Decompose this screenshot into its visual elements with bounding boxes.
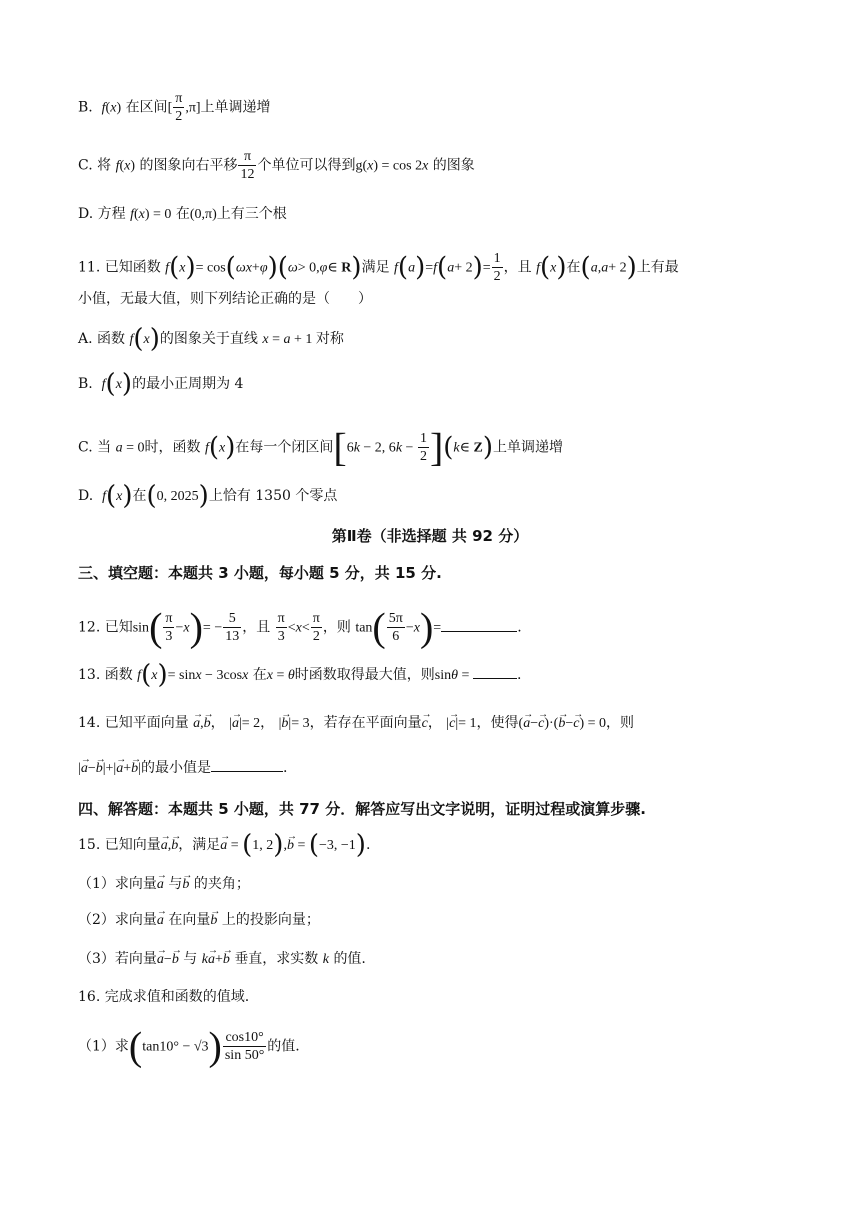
- text: ，: [260, 715, 275, 731]
- text: 求向量: [114, 876, 157, 892]
- sub-label: （3）: [78, 951, 115, 967]
- q15-stem: 15. 已知向量→ a,→ b，满足→ a = (1, 2),→ b = (−3, −1).: [78, 835, 790, 856]
- q10-option-c: C. 将 f(x) 的图象向右平移 $\frac{\pi}{12}$ 个单位可以得到g(x) = cos 2x 的图象: [78, 149, 475, 182]
- sub-label: （1）: [78, 876, 115, 892]
- q11-stem-line2: [78, 289, 790, 309]
- question-number: 15.: [78, 837, 101, 853]
- text: 的图象关于直线: [159, 331, 258, 347]
- text: 上单调递增: [493, 439, 564, 456]
- text: 求: [114, 1038, 129, 1055]
- text: 函数: [104, 667, 133, 683]
- text: 时函数取得最大值，则: [294, 667, 435, 683]
- option-label: D.: [78, 206, 94, 222]
- text: ，满足: [178, 837, 221, 853]
- option-label: B.: [78, 99, 93, 116]
- text: ，: [427, 715, 442, 731]
- text: 的最小值是: [140, 760, 211, 776]
- text: 垂直，求实数: [234, 951, 319, 967]
- question-number: 13.: [78, 667, 101, 683]
- text: 的最小正周期为 4: [132, 376, 244, 392]
- text: 若向量: [114, 951, 157, 967]
- text: 小值，无最大值，则下列结论正确的是（ ）: [78, 291, 372, 307]
- q13: 13. 函数 f(x)= sinx − 3cosx 在x = θ时函数取得最大值，则sinθ = .: [78, 660, 522, 690]
- q11-option-a: A. 函数 f(x)的图象关于直线 x = a + 1 对称: [78, 324, 344, 354]
- text: 时，函数: [144, 439, 201, 456]
- text: ，则: [322, 619, 351, 636]
- option-label: D.: [78, 488, 94, 504]
- text: 在向量: [168, 912, 211, 928]
- q14-line2: |→ a−→ b|+|→ a+→ b|的最小值是 .: [78, 758, 790, 779]
- text: .: [517, 619, 522, 636]
- text: 将: [97, 157, 112, 174]
- text: 的值.: [267, 1038, 300, 1055]
- question-number: 12.: [78, 619, 101, 636]
- text: 上恰有 1350 个零点: [208, 488, 338, 504]
- text: 上有三个根: [216, 206, 287, 222]
- text: 的夹角；: [193, 876, 250, 892]
- section-title: 第Ⅱ卷（非选择题 共 92 分）: [331, 527, 529, 545]
- q11-stem-line1: 11. 已知函数 f(x)= cos(ωx+φ)(ω> 0,φ∈ R)满足 f(a)=f(a+ 2)= $\frac{1}{2}$ ，且 f(x)在(a,a+ 2)上有最: [78, 251, 679, 284]
- text: .: [282, 760, 288, 776]
- text: 方程: [97, 206, 126, 222]
- text: 上的投影向量；: [221, 912, 320, 928]
- q15-part2: （2）求向量→ a 在向量→ b 上的投影向量；: [78, 910, 790, 931]
- text: 当: [97, 439, 112, 456]
- text: 与: [168, 876, 183, 892]
- text: 在: [252, 667, 267, 683]
- part-4-title: 四、解答题：本题共 5 小题，共 77 分．解答应写出文字说明，证明过程或演算步骤.: [78, 800, 646, 818]
- q12: 12. 已知sin( $\frac{\pi}{3}$ −x)= − $\frac{5}{13}$ ，且 $\frac{\pi}{3}$ <x< $\frac{\pi}{2}$ ，则 tan( $\frac{5\pi}{6}$ −x)= .: [78, 604, 522, 650]
- text: 在: [175, 206, 190, 222]
- text: 已知函数: [104, 259, 161, 276]
- part-3-title: 三、填空题：本题共 3 小题，每小题 5 分，共 15 分.: [78, 564, 442, 582]
- text: ，: [210, 715, 225, 731]
- answer-blank[interactable]: [441, 630, 517, 632]
- text: 求向量: [114, 912, 157, 928]
- q16-part1: （1）求(tan10° − √3) $\frac{\cos 10^\circ}{\sin 50^\circ}$ 的值.: [78, 1023, 300, 1069]
- text: 在每一个闭区间: [235, 439, 334, 456]
- text: 完成求值和函数的值域.: [104, 989, 250, 1005]
- option-label: B.: [78, 376, 93, 392]
- text: 个单位可以得到: [257, 157, 356, 174]
- text: 满足: [361, 259, 390, 276]
- text: .: [516, 667, 522, 683]
- q16-stem: [78, 987, 790, 1007]
- text: 函数: [97, 331, 126, 347]
- text: 与: [183, 951, 198, 967]
- text: ，则: [606, 715, 634, 731]
- question-number: 16.: [78, 989, 101, 1005]
- text: 对称: [315, 331, 344, 347]
- q11-option-b: B. f(x)的最小正周期为 4: [78, 369, 244, 399]
- question-number: 11.: [78, 259, 101, 276]
- answer-blank[interactable]: [473, 677, 517, 679]
- sub-label: （1）: [78, 1038, 115, 1055]
- text: ，若存在平面向量: [309, 715, 422, 731]
- text: 上有最: [636, 259, 679, 276]
- q11-option-c: C. 当 a = 0时，函数 f(x)在每一个闭区间[6k − 2, 6k − $\frac{1}{2}$ ](k∈ Z)上单调递增: [78, 424, 564, 470]
- text: 的图象向右平移: [139, 157, 238, 174]
- option-label: C.: [78, 157, 93, 174]
- text: 已知: [104, 619, 133, 636]
- text: ，且: [242, 619, 271, 636]
- q14-line1: 14. 已知平面向量 → a,→ b， |→ a|= 2， |→ b|= 3，若存在平面向量→ c， |→ c|= 1，使得(→ a−→ c)·(→ b−→ c) = 0，则: [78, 713, 790, 734]
- text: 的图象: [432, 157, 475, 174]
- text: 在: [132, 488, 147, 504]
- q10-option-d: D. 方程 f(x) = 0 在(0,π)上有三个根: [78, 206, 287, 222]
- option-label: A.: [78, 331, 93, 347]
- text: 的值.: [333, 951, 366, 967]
- q11-option-d: D. f(x)在(0, 2025)上恰有 1350 个零点: [78, 481, 338, 511]
- text: 上单调递增: [200, 99, 271, 116]
- q15-part1: （1）求向量→ a 与→ b 的夹角；: [78, 874, 790, 895]
- text: ，使得: [476, 715, 519, 731]
- sub-label: （2）: [78, 912, 115, 928]
- text: 在: [566, 259, 581, 276]
- option-label: C.: [78, 439, 93, 456]
- text: ，且: [503, 259, 532, 276]
- question-number: 14.: [78, 715, 101, 731]
- answer-blank[interactable]: [211, 770, 283, 772]
- text: 已知向量: [104, 837, 161, 853]
- text: 在区间: [125, 99, 168, 116]
- q10-option-b: B. f(x) 在区间[ $\frac{\pi}{2}$ ,π]上单调递增: [78, 91, 271, 124]
- text: .: [365, 837, 371, 853]
- text: 已知平面向量: [104, 715, 189, 731]
- q15-part3: （3）若向量→ a−→ b 与 k→ a+→ b 垂直，求实数 k 的值.: [78, 949, 790, 970]
